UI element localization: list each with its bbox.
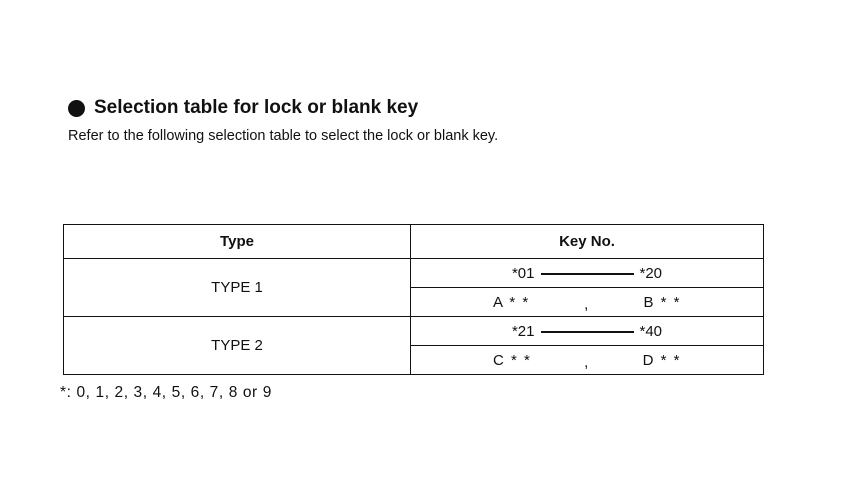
bullet-icon [68,100,85,117]
header-type: Type [64,225,411,259]
range-end: *20 [639,264,663,282]
range-start: *21 [511,322,535,340]
key-pattern-cell [411,346,764,375]
key-range-cell [411,317,764,346]
key-pattern-cell [411,288,764,317]
type-cell: TYPE 2 [64,317,411,375]
key-selection-table [63,224,764,375]
table-row [64,259,764,288]
pattern-a: C * * [493,351,532,369]
range-dash [541,331,634,332]
pattern-separator: , [584,295,590,313]
type-cell: TYPE 1 [64,259,411,317]
table-row [64,317,764,346]
range-end: *40 [639,322,663,340]
section-title: Selection table for lock or blank key [94,97,419,118]
pattern-b: B * * [643,293,681,311]
key-range-cell [411,259,764,288]
pattern-separator: , [584,353,590,371]
pattern-b: D * * [642,351,681,369]
range-start: *01 [511,264,535,282]
range-dash [541,273,634,274]
footnote: *: 0, 1, 2, 3, 4, 5, 6, 7, 8 or 9 [60,384,272,401]
header-key-no: Key No. [411,225,764,259]
pattern-a: A * * [493,293,530,311]
table-header-row [64,225,764,259]
intro-text: Refer to the following selection table to select the lock or blank key. [68,128,499,144]
section-heading [68,97,418,119]
